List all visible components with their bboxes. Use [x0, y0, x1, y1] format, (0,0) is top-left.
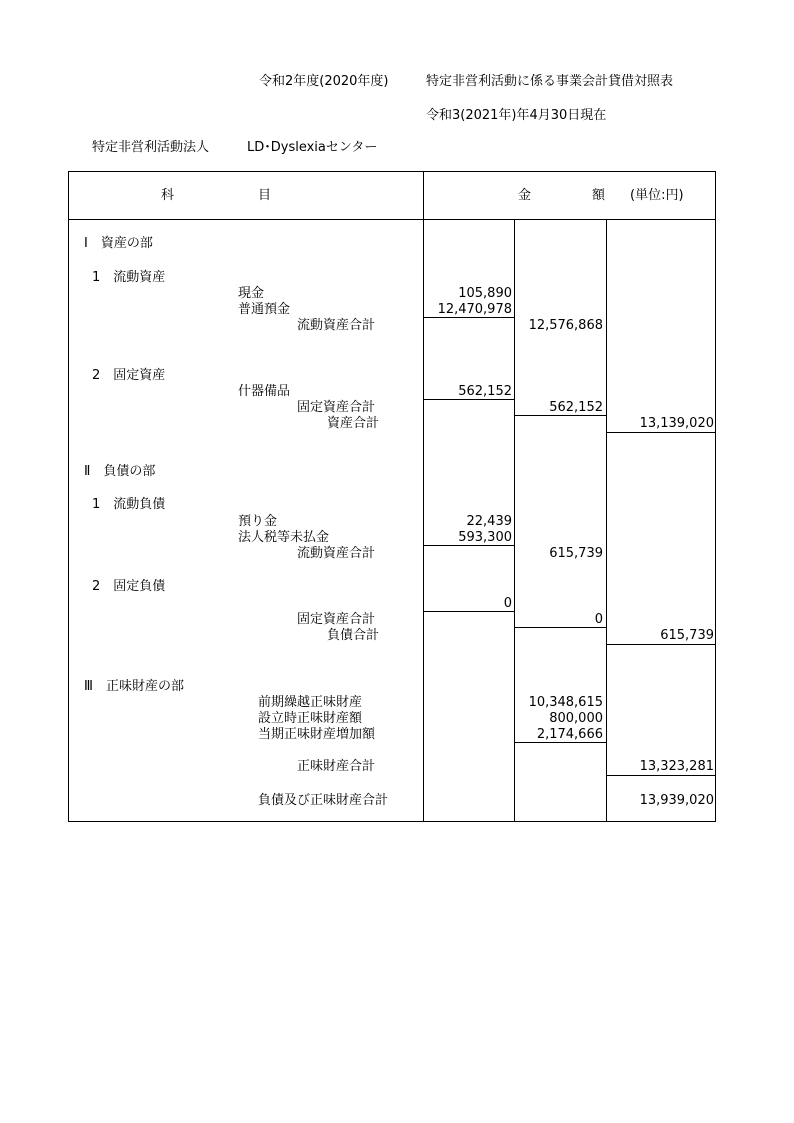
fixed-assets-rule: [423, 399, 514, 400]
fixtures-label: 什器備品: [238, 384, 291, 399]
column-divider-3: [606, 219, 607, 822]
net-assets-total-rule: [606, 775, 716, 776]
header-amount-2: 額: [592, 188, 606, 203]
current-assets-rule: [423, 317, 514, 318]
fixtures-value: 562,152: [458, 384, 512, 399]
fixed-assets-title: 2 固定資産: [92, 368, 166, 383]
current-liabilities-subtotal-value: 615,739: [549, 546, 603, 561]
header-subject-2: 目: [258, 188, 272, 203]
assets-total-rule: [606, 432, 716, 433]
prior-net-assets-label: 前期繰越正味財産: [258, 695, 363, 710]
net-assets-increase-label: 当期正味財産増加額: [258, 727, 376, 742]
header-subject-1: 科: [161, 188, 175, 203]
liabilities-subtotal-rule: [514, 627, 606, 628]
fiscal-year: 令和2年度(2020年度): [259, 74, 389, 89]
fixed-liabilities-item-value: 0: [503, 596, 512, 611]
deposit-value: 12,470,978: [437, 302, 512, 317]
fixed-liabilities-subtotal-label: 固定資産合計: [297, 612, 376, 627]
founding-net-assets-value: 800,000: [549, 711, 603, 726]
liabilities-section-title: Ⅱ 負債の部: [84, 464, 156, 479]
fixed-liabilities-rule: [423, 611, 514, 612]
as-of-date: 令和3(2021年)年4月30日現在: [426, 108, 607, 123]
fixed-liabilities-subtotal-value: 0: [594, 612, 603, 627]
corporate-tax-label: 法人税等未払金: [238, 530, 330, 545]
fixed-assets-subtotal-value: 562,152: [549, 400, 603, 415]
liabilities-total-value: 615,739: [660, 628, 714, 643]
organization-type: 特定非営利活動法人: [92, 140, 210, 155]
assets-total-value: 13,139,020: [639, 416, 714, 431]
header-divider: [68, 219, 716, 220]
current-liabilities-title: 1 流動負債: [92, 497, 166, 512]
net-assets-total-label: 正味財産合計: [297, 759, 376, 774]
grand-total-label: 負債及び正味財産合計: [258, 793, 389, 808]
header-amount-1: 金: [518, 188, 532, 203]
current-assets-subtotal-label: 流動資産合計: [297, 318, 376, 333]
deposits-received-value: 22,439: [466, 514, 512, 529]
fixed-assets-subtotal-label: 固定資産合計: [297, 400, 376, 415]
net-assets-total-value: 13,323,281: [639, 759, 714, 774]
assets-total-label: 資産合計: [327, 416, 380, 431]
cash-label: 現金: [238, 286, 265, 301]
net-assets-section-title: Ⅲ 正味財産の部: [84, 679, 184, 694]
founding-net-assets-label: 設立時正味財産額: [258, 711, 363, 726]
liabilities-total-label: 負債合計: [327, 628, 380, 643]
current-assets-title: 1 流動資産: [92, 270, 166, 285]
assets-section-title: Ⅰ 資産の部: [84, 236, 153, 251]
fixed-liabilities-title: 2 固定負債: [92, 579, 166, 594]
deposits-received-label: 預り金: [238, 514, 278, 529]
current-assets-subtotal-value: 12,576,868: [528, 318, 603, 333]
liabilities-total-rule: [606, 644, 716, 645]
prior-net-assets-value: 10,348,615: [528, 695, 603, 710]
corporate-tax-value: 593,300: [458, 530, 512, 545]
grand-total-value: 13,939,020: [639, 793, 714, 808]
document-title: 特定非営利活動に係る事業会計貸借対照表: [426, 74, 674, 89]
assets-subtotal-rule: [514, 415, 606, 416]
current-liabilities-subtotal-label: 流動資産合計: [297, 546, 376, 561]
header-unit: (単位:円): [630, 188, 684, 203]
net-assets-increase-value: 2,174,666: [536, 727, 603, 742]
deposit-label: 普通預金: [238, 302, 291, 317]
net-assets-subtotal-rule: [514, 742, 606, 743]
cash-value: 105,890: [458, 286, 512, 301]
organization-name: LD･Dyslexiaセンター: [247, 140, 378, 155]
column-divider-1: [423, 171, 424, 822]
current-liabilities-rule: [423, 545, 514, 546]
